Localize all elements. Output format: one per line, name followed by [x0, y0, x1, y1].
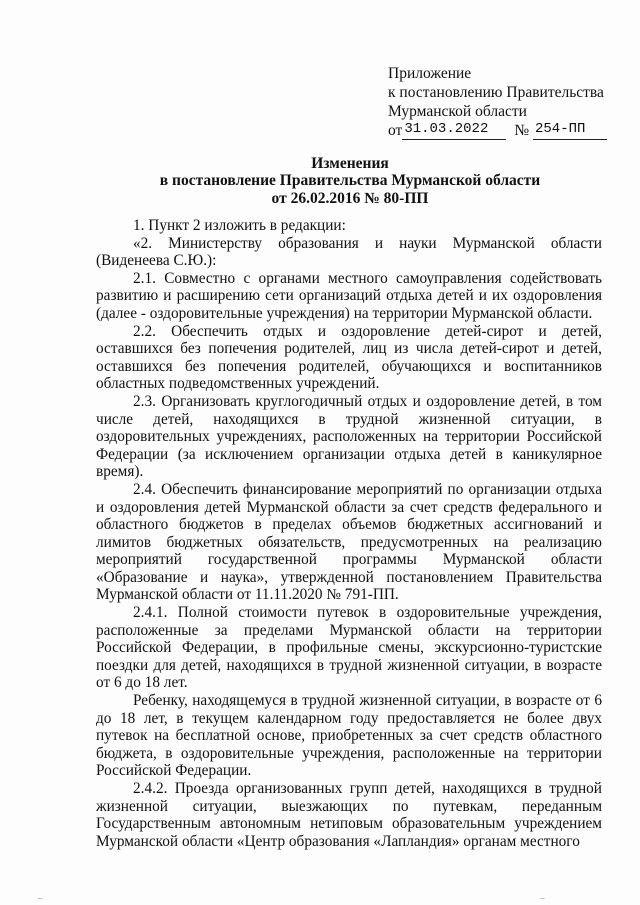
resolution-date: 31.03.2022	[402, 120, 506, 140]
scan-artifact-left: –	[38, 893, 43, 903]
appendix-label: Приложение	[388, 65, 472, 82]
paragraph-item-2-4: 2.4. Обеспечить финансирование мероприятий по организации отдыха и оздоровления детей Мурманской области за счет средств федерального и областного бюджетов в пределах объемов бюджетных ассигнований и лимитов бюджетных обязательств, предусмотренных на реализацию мероприятий государственной программы Мурманской области «Образование и наука», утвержденной постановлением Правительства Мурманской области от 11.11.2020 № 791-ПП.	[96, 480, 602, 604]
paragraph-item-2-3: 2.3. Организовать круглогодичный отдых и оздоровление детей, в том числе детей, находящихся в трудной жизненной ситуации, в оздоровительных учреждениях, расположенных на территории Российской Федерации (за исключением организации отдыха детей в каникулярное время).	[96, 392, 602, 481]
number-sign: №	[514, 122, 530, 139]
appendix-region-line: Мурманской области	[388, 103, 527, 120]
date-prefix: от	[388, 122, 403, 139]
paragraph-child-note: Ребенку, находящемуся в трудной жизненной ситуации, в возрасте от 6 до 18 лет, в текущем календарном году предоставляется не более двух путевок на бесплатной основе, приобретенных за счет средств областного бюджета, в оздоровительные учреждения, расположенные на территории Российской Федерации.	[96, 692, 602, 780]
document-subtitle: в постановление Правительства Мурманской области	[159, 172, 541, 189]
paragraph-item-2-2: 2.2. Обеспечить отдых и оздоровление детей-сирот и детей, оставшихся без попечения родителей, лиц из числа детей-сирот и детей, оставшихся без попечения родителей, обучающихся и воспитанников областных подведомственных учреждений.	[96, 322, 602, 393]
appendix-date-line	[388, 121, 618, 143]
scan-artifact-right: –	[540, 893, 545, 903]
paragraph-item-1: 1. Пункт 2 изложить в редакции:	[133, 217, 346, 234]
paragraph-item-2-4-2: 2.4.2. Проезда организованных групп детей, находящихся в трудной жизненной ситуации, выезжающих по путевкам, переданным Государственным автономным нетиповым образовательным учреждением Мурманской области «Центр образования «Лапландия» органам местного	[96, 780, 602, 850]
paragraph-item-2-1: 2.1. Совместно с органами местного самоуправления содействовать развитию и расширению сети организаций отдыха детей и их оздоровления (далее - оздоровительные учреждения) на территории Мурманской области.	[96, 269, 602, 322]
document-subtitle-date: от 26.02.2016 № 80-ПП	[271, 190, 429, 207]
document-body	[96, 217, 602, 850]
appendix-resolution-line: к постановлению Правительства	[388, 84, 604, 101]
paragraph-item-2: «2. Министерству образования и науки Мурманской области (Виденеева С.Ю.):	[96, 234, 602, 270]
appendix-header	[388, 64, 618, 143]
document-title: Изменения	[311, 155, 389, 172]
resolution-number: 254-ПП	[533, 120, 607, 140]
paragraph-item-2-4-1: 2.4.1. Полной стоимости путевок в оздоровительные учреждения, расположенные за пределами Мурманской области на территории Российской Федерации, в профильные смены, экскурсионно-туристские поездки для детей, находящихся в трудной жизненной ситуации, в возрасте от 6 до 18 лет.	[96, 604, 602, 692]
